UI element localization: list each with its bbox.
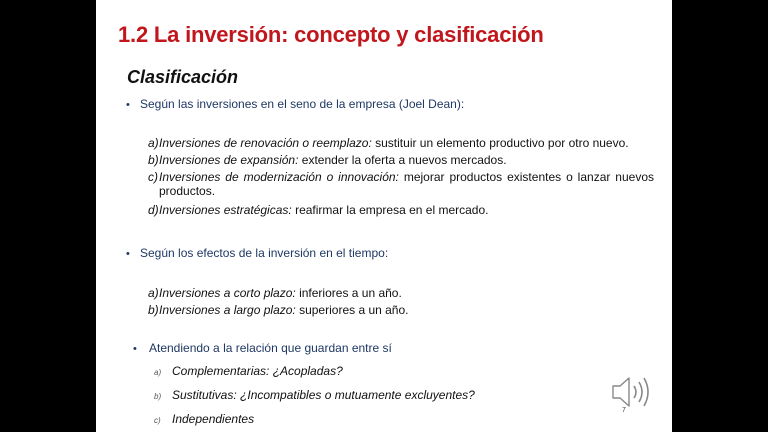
- item-description: mejorar productos existentes o lanzar nuevos: [398, 170, 654, 184]
- bullet-dot-icon: •: [126, 248, 130, 260]
- item-number: a): [148, 136, 159, 150]
- item-number: c): [148, 170, 158, 184]
- list-item: [148, 170, 654, 198]
- sub-list-item: [154, 412, 254, 426]
- item-description: inferiores a un año.: [295, 286, 402, 300]
- list-item: [148, 303, 654, 317]
- item-number: d): [148, 203, 159, 217]
- item-term: Inversiones a corto plazo:: [159, 286, 296, 300]
- item-description: sustituir un elemento productivo por otro nuevo.: [371, 136, 629, 150]
- sub-item-label: c): [154, 416, 161, 425]
- item-description: reafirmar la empresa en el mercado.: [291, 203, 489, 217]
- slide: [96, 0, 672, 432]
- bullet-item: [133, 341, 392, 355]
- slide-title: 1.2 La inversión: concepto y clasificación: [118, 22, 544, 47]
- section-subtitle: Clasificación: [127, 67, 239, 87]
- bullet-item: [126, 97, 464, 111]
- bullet-item: [126, 246, 388, 260]
- sub-item-label: b): [154, 392, 162, 401]
- sub-item-label: a): [154, 368, 162, 377]
- list-item: [148, 136, 654, 150]
- bullet-text: Según las inversiones en el seno de la empresa (Joel Dean):: [140, 97, 465, 111]
- list-item: [148, 286, 654, 300]
- sub-list-item: [154, 364, 343, 378]
- item-number: b): [148, 303, 159, 317]
- item-number: a): [148, 286, 159, 300]
- item-description-continued: productos.: [159, 184, 216, 198]
- sub-item-text: Complementarias: ¿Acopladas?: [172, 364, 343, 378]
- sub-item-text: Sustitutivas: ¿Incompatibles o mutuamente excluyentes?: [172, 388, 475, 402]
- bullet-dot-icon: •: [133, 343, 137, 355]
- bullet-text: Atendiendo a la relación que guardan entre sí: [149, 341, 392, 355]
- page-number: 7: [622, 407, 626, 414]
- item-description: extender la oferta a nuevos mercados.: [298, 153, 507, 167]
- bullet-text: Según los efectos de la inversión en el tiempo:: [140, 246, 389, 260]
- sub-list-item: [154, 388, 475, 402]
- item-term: Inversiones a largo plazo:: [159, 303, 296, 317]
- list-item: [148, 203, 654, 217]
- item-term: Inversiones estratégicas:: [159, 203, 292, 217]
- item-term: Inversiones de expansión:: [159, 153, 299, 167]
- item-description: superiores a un año.: [295, 303, 409, 317]
- sub-item-text: Independientes: [172, 412, 255, 426]
- list-item: [148, 153, 654, 167]
- bullet-dot-icon: •: [126, 99, 130, 111]
- item-number: b): [148, 153, 159, 167]
- item-term: Inversiones de renovación o reemplazo:: [159, 136, 372, 150]
- speaker-icon[interactable]: [610, 372, 654, 417]
- item-term: Inversiones de modernización o innovación:: [159, 170, 399, 184]
